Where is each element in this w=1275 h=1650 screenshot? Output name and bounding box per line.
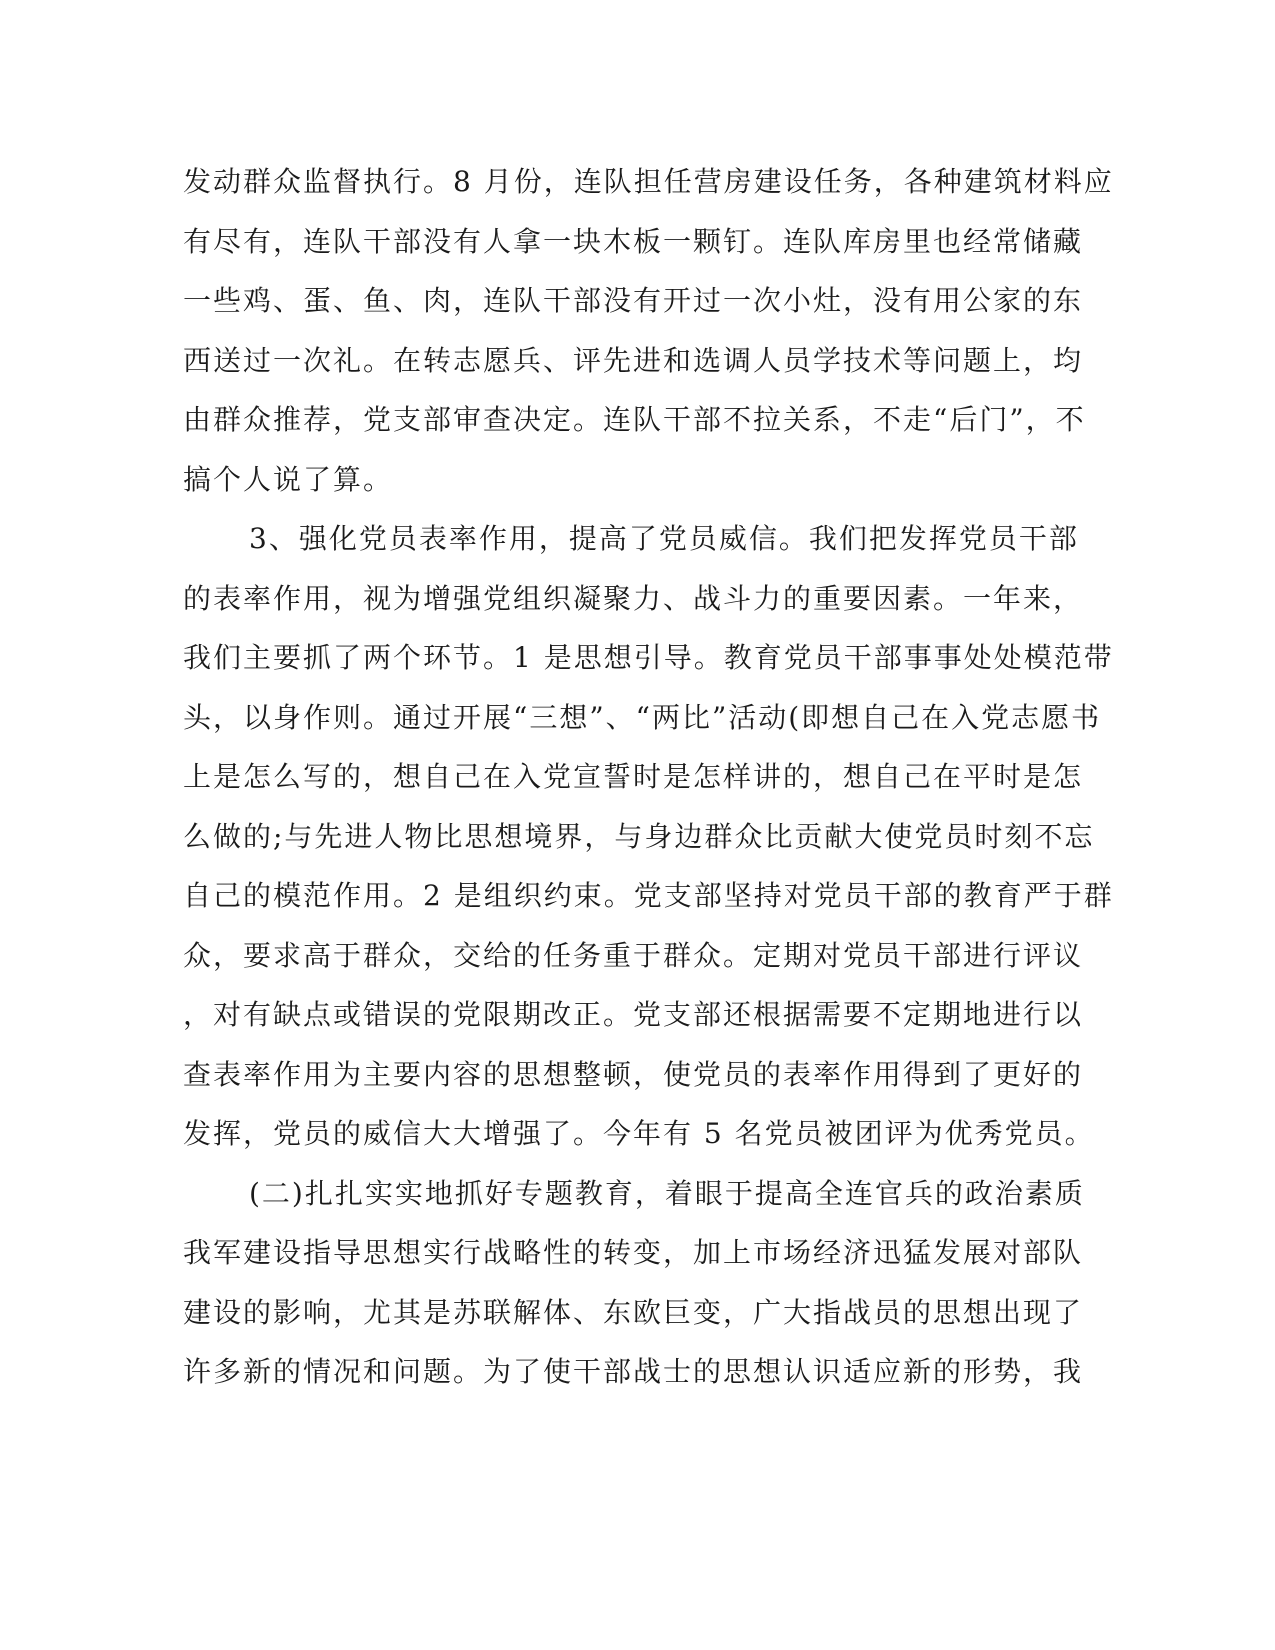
text-line: 许多新的情况和问题。为了使干部战士的思想认识适应新的形势，我 <box>183 1355 1084 1388</box>
section-heading-line: (二)扎扎实实地抓好专题教育，着眼于提高全连官兵的政治素质 <box>249 1176 1085 1210</box>
text-line: 查表率作用为主要内容的思想整顿，使党员的表率作用得到了更好的 <box>183 1057 1084 1091</box>
text-line: 发动群众监督执行。8 月份，连队担任营房建设任务，各种建筑材料应 <box>183 165 1114 198</box>
text-line: 由群众推荐，党支部审查决定。连队干部不拉关系，不走“后门”，不 <box>183 403 1086 436</box>
text-line: 发挥，党员的威信大大增强了。今年有 5 名党员被团评为优秀党员。 <box>183 1117 1095 1150</box>
text-line: 搞个人说了算。 <box>183 462 394 496</box>
text-line: 我军建设指导思想实行战略性的转变，加上市场经济迅猛发展对部队 <box>183 1236 1084 1269</box>
text-line: 自己的模范作用。2 是组织约束。党支部坚持对党员干部的教育严于群 <box>183 879 1114 912</box>
text-line: 有尽有，连队干部没有人拿一块木板一颗钉。连队库房里也经常储藏 <box>183 224 1084 258</box>
text-line: 我们主要抓了两个环节。1 是思想引导。教育党员干部事事处处模范带 <box>183 641 1114 674</box>
text-line: 众，要求高于群众，交给的任务重于群众。定期对党员干部进行评议 <box>183 938 1084 972</box>
text-line: 的表率作用，视为增强党组织凝聚力、战斗力的重要因素。一年来， <box>183 581 1084 615</box>
text-line: 么做的;与先进人物比思想境界，与身边群众比贡献大使党员时刻不忘 <box>183 819 1095 853</box>
text-line: 上是怎么写的，想自己在入党宣誓时是怎样讲的，想自己在平时是怎 <box>183 760 1084 793</box>
paragraph-heading-line: 3、强化党员表率作用，提高了党员威信。我们把发挥党员干部 <box>249 522 1079 555</box>
text-line: 头，以身作则。通过开展“三想”、“两比”活动(即想自己在入党志愿书 <box>183 700 1102 734</box>
text-line: 一些鸡、蛋、鱼、肉，连队干部没有开过一次小灶，没有用公家的东 <box>183 284 1084 317</box>
text-line: ，对有缺点或错误的党限期改正。党支部还根据需要不定期地进行以 <box>183 998 1084 1031</box>
text-line: 西送过一次礼。在转志愿兵、评先进和选调人员学技术等问题上，均 <box>183 343 1084 377</box>
document-body <box>183 152 1114 1402</box>
text-line: 建设的影响，尤其是苏联解体、东欧巨变，广大指战员的思想出现了 <box>183 1295 1084 1329</box>
